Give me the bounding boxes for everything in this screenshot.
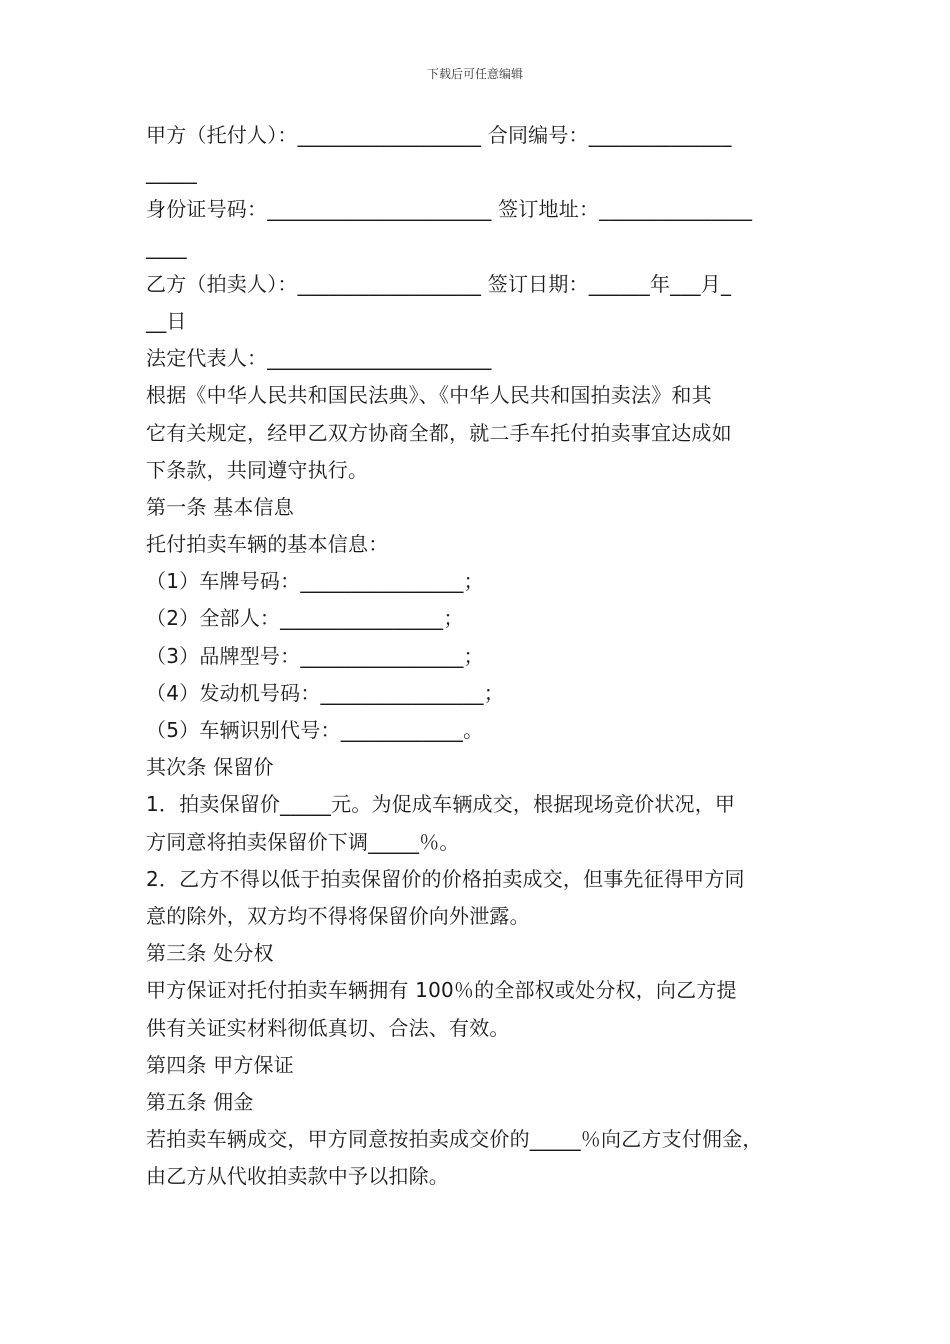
list-item: （3）品牌型号：________________； bbox=[146, 643, 484, 668]
preamble-line: 它有关规定，经甲乙双方协商全都，就二手车托付拍卖事宜达成如 bbox=[146, 420, 732, 445]
paragraph-line: 托付拍卖车辆的基本信息： bbox=[146, 532, 389, 557]
paragraph-line: 意的除外，双方均不得将保留价向外泄露。 bbox=[146, 903, 530, 928]
id-number-line: 身份证号码：______________________ 签订地址：_______________ bbox=[146, 197, 753, 222]
header-note: 下载后可任意编辑 bbox=[426, 67, 523, 81]
id-number-line-cont: ____ bbox=[146, 234, 187, 259]
paragraph-line: 供有关证实材料彻低真切、合法、有效。 bbox=[146, 1015, 510, 1040]
paragraph-line: 2．乙方不得以低于拍卖保留价的价格拍卖成交，但事先征得甲方同 bbox=[146, 866, 745, 891]
article-heading: 第四条 甲方保证 bbox=[146, 1052, 294, 1077]
contract-body bbox=[146, 117, 816, 1195]
party-a-line: 甲方（托付人）：__________________ 合同编号：______________ bbox=[146, 123, 732, 147]
paragraph-line: 若拍卖车辆成交，甲方同意按拍卖成交价的_____％向乙方支付佣金， bbox=[146, 1127, 763, 1152]
list-item: （4）发动机号码：________________； bbox=[146, 680, 504, 705]
article-heading: 第三条 处分权 bbox=[146, 941, 274, 966]
paragraph-line: 甲方保证对托付拍卖车辆拥有 100％的全部权或处分权，向乙方提 bbox=[146, 978, 737, 1003]
list-item: （2）全部人：________________； bbox=[146, 606, 464, 631]
legal-rep-line: 法定代表人：______________________ bbox=[146, 346, 492, 371]
paragraph-line: 方同意将拍卖保留价下调_____％。 bbox=[146, 829, 460, 854]
list-item: （1）车牌号码：________________； bbox=[146, 569, 484, 594]
list-item: （5）车辆识别代号：____________。 bbox=[146, 718, 484, 742]
preamble-line: 下条款，共同遵守执行。 bbox=[146, 457, 369, 482]
article-heading: 第五条 佣金 bbox=[146, 1089, 254, 1114]
paragraph-line: 1．拍卖保留价_____元。为促成车辆成交，根据现场竞价状况，甲 bbox=[146, 792, 736, 817]
party-a-line-cont: _____ bbox=[146, 160, 197, 185]
article-heading: 其次条 保留价 bbox=[146, 755, 274, 780]
paragraph-line: 由乙方从代收拍卖款中予以扣除。 bbox=[146, 1164, 449, 1189]
preamble-line: 根据《中华人民共和国民法典》、《中华人民共和国拍卖法》和其 bbox=[146, 383, 712, 408]
party-b-line-cont: __日 bbox=[146, 308, 187, 333]
article-heading: 第一条 基本信息 bbox=[146, 494, 294, 519]
party-b-line: 乙方（拍卖人）：__________________ 签订日期：______年___月_ bbox=[146, 271, 732, 296]
